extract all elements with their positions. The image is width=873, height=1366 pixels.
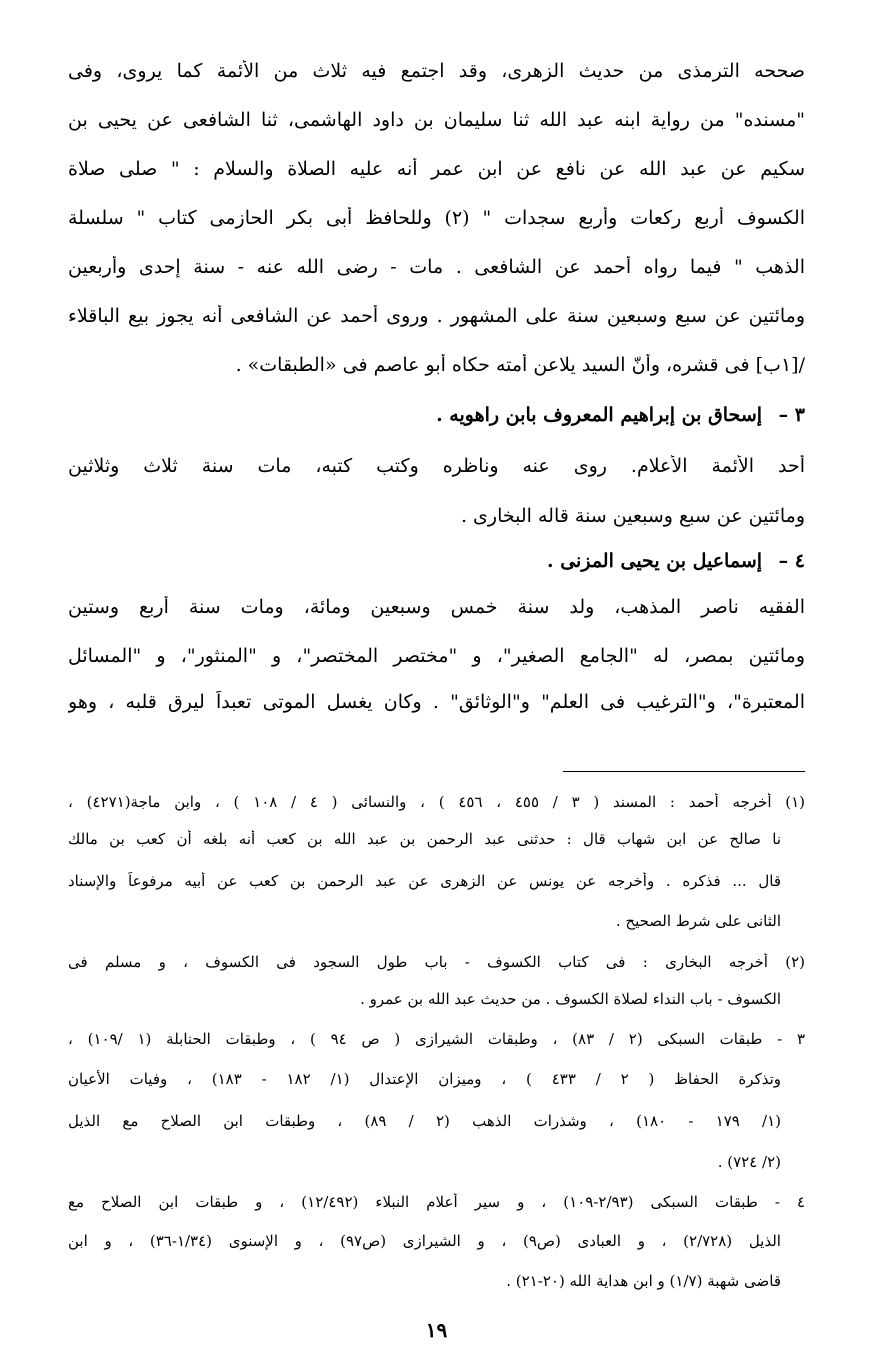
footnote-line: قاضى شهبة (١/٧) و ابن هداية الله (٢٠-٢١) .	[506, 1272, 781, 1290]
body-line: ومائتين بمصر، له "الجامع الصغير"، و "مختصر المختصر"، و "المنثور"، و "المسائل	[68, 645, 805, 667]
body-line: سكيم عن عبد الله عن نافع عن ابن عمر أنه عليه الصلاة والسلام : " صلى صلاة	[68, 158, 805, 180]
footnote-line: نا صالح عن ابن شهاب قال : حدثنى عبد الرحمن بن عبد الله بن كعب أنه بلغه أن كعب بن مالك	[68, 830, 781, 848]
footnote-separator	[563, 771, 805, 772]
section-title: إسماعيل بن يحيى المزنى .	[546, 550, 763, 572]
footnote-line: (٢) أخرجه البخارى : فى كتاب الكسوف - باب طول السجود فى الكسوف ، و مسلم فى	[68, 953, 805, 971]
footnote-line: (١) أخرجه أحمد : المسند ( ٣ / ٤٥٥ ، ٤٥٦ ) ، والنسائى ( ٤ / ١٠٨ ) ، وابن ماجة(٤٢٧١) ،	[68, 793, 805, 811]
body-line: أحد الأئمة الأعلام. روى عنه وناظره وكتب كتبه، مات سنة ثلاث وثلاثين	[68, 455, 805, 477]
section-heading-3	[68, 404, 805, 427]
footnote-line: (١/ ١٧٩ - ١٨٠) ، وشذرات الذهب (٢ / ٨٩) ، وطبقات ابن الصلاح مع الذيل	[68, 1112, 781, 1130]
body-line: ومائتين عن سبع وسبعين سنة على المشهور . وروى أحمد عن الشافعى أنه يجوز بيع الباقلاء	[68, 305, 805, 327]
section-number: ٣ –	[778, 404, 805, 426]
footnote-line: وتذكرة الحفاظ ( ٢ / ٤٣٣ ) ، وميزان الإعتدال (١/ ١٨٢ - ١٨٣) ، وفيات الأعيان	[68, 1070, 781, 1088]
body-line: "مسنده" من رواية ابنه عبد الله ثنا سليمان بن داود الهاشمى، ثنا الشافعى عن يحيى بن	[68, 109, 805, 131]
body-line: الفقيه ناصر المذهب، ولد سنة خمس وسبعين ومائة، ومات سنة أربع وستين	[68, 596, 805, 618]
footnote-line: الثانى على شرط الصحيح .	[615, 912, 781, 930]
footnote-line: ٣ - طبقات السبكى (٢ / ٨٣) ، وطبقات الشيرازى ( ص ٩٤ ) ، وطبقات الحنابلة (١ /١٠٩) ،	[68, 1030, 805, 1048]
section-title: إسحاق بن إبراهيم المعروف بابن راهويه .	[436, 404, 763, 426]
body-line: الذهب " فيما رواه أحمد عن الشافعى . مات - رضى الله عنه - سنة إحدى وأربعين	[68, 256, 805, 278]
page-number: ١٩	[425, 1318, 448, 1342]
section-number: ٤ –	[778, 550, 805, 572]
footnote-line: الكسوف - باب النداء لصلاة الكسوف . من حديث عبد الله بن عمرو .	[360, 990, 781, 1008]
footnote-line: قال ... فذكره . وأخرجه عن يونس عن الزهرى عن عبد الرحمن بن كعب عن أبيه مرفوعاً والإسناد	[68, 872, 781, 890]
body-line: المعتبرة"، و"الترغيب فى العلم" و"الوثائق" . وكان يغسل الموتى تعبداً ليرق قلبه ، وهو	[68, 691, 805, 713]
footnote-line: الذيل (٢/٧٢٨) ، و العبادى (ص٩) ، و الشيرازى (ص٩٧) ، و الإسنوى (١/٣٤-٣٦) ، و ابن	[68, 1232, 781, 1250]
body-line: الكسوف أربع ركعات وأربع سجدات " (٢) وللحافظ أبى بكر الحازمى كتاب " سلسلة	[68, 207, 805, 229]
section-heading-4	[68, 550, 805, 573]
footnote-line: (٢/ ٧٢٤) .	[717, 1153, 781, 1171]
body-line: /[١ب] فى قشره، وأنّ السيد يلاعن أمته حكاه أبو عاصم فى «الطبقات» .	[235, 354, 805, 376]
footnote-line: ٤ - طبقات السبكى (٢/٩٣-١٠٩) ، و سير أعلام النبلاء (١٢/٤٩٢) ، و طبقات ابن الصلاح مع	[68, 1193, 805, 1211]
body-line: ومائتين عن سبع وسبعين سنة قاله البخارى .	[460, 505, 805, 527]
body-line: صححه الترمذى من حديث الزهرى، وقد اجتمع فيه ثلاث من الأئمة كما يروى، وفى	[68, 60, 805, 82]
